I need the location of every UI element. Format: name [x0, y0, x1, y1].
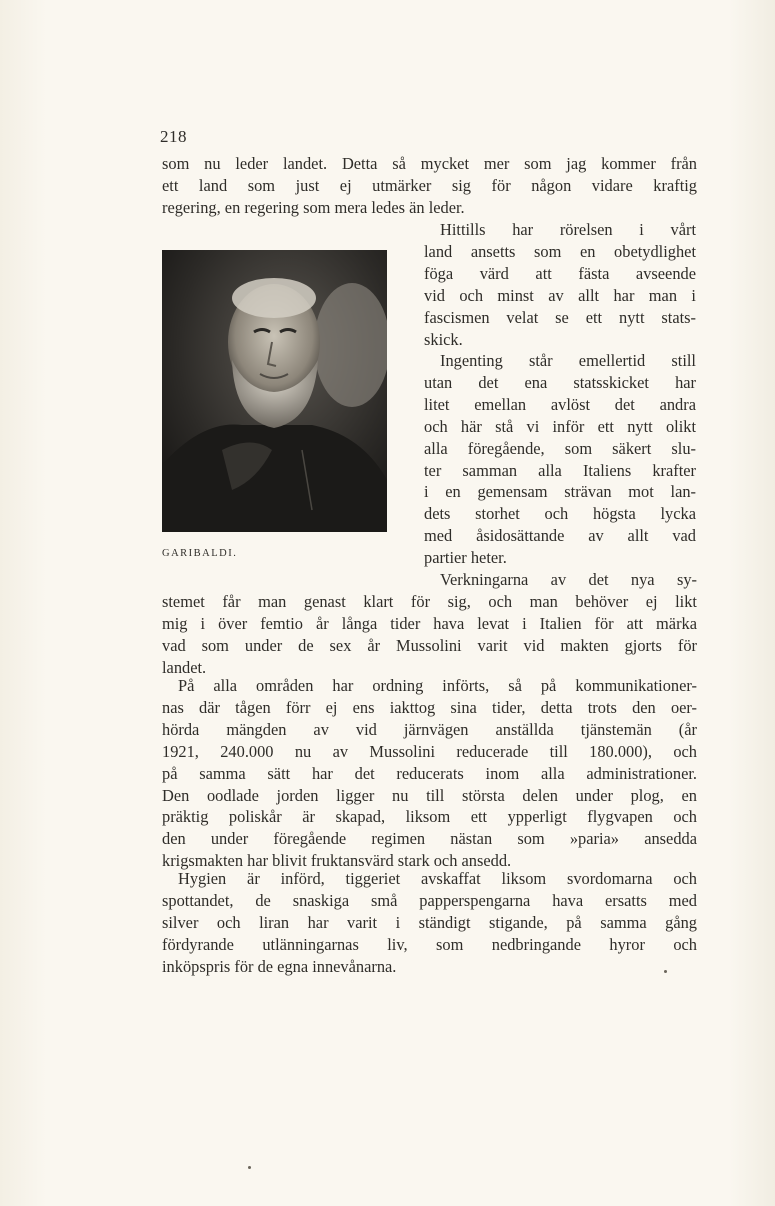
text-line: Verkningarna av det nya sy- — [440, 570, 697, 589]
text-line: landet. — [162, 657, 207, 677]
text-line: stemet får man genast klart för sig, och man behöver ej likt — [162, 591, 697, 611]
text-line: med åsidosättande av allt vad — [424, 526, 696, 546]
text-line: fascismen velat se ett nytt stats- — [424, 307, 696, 327]
text-line: utan det ena statsskicket har — [424, 372, 696, 392]
text-line: dets storhet och högsta lycka — [424, 504, 696, 524]
page-number: 218 — [160, 127, 187, 146]
text-line: ett land som just ej utmärker sig för någon vidare kraftig — [162, 175, 697, 195]
text-line: land ansetts som en obetydlighet — [424, 241, 696, 261]
text-line: Hygien är införd, tiggeriet avskaffat liksom svordomarna och — [178, 869, 697, 888]
text-line: krigsmakten har blivit fruktansvärd stark och ansedd. — [162, 851, 512, 871]
garibaldi-portrait — [162, 250, 387, 532]
paper-speck — [664, 970, 667, 973]
portrait-image — [162, 250, 387, 532]
text-line: vad som under de sex år Mussolini varit vid makten gjorts för — [162, 635, 697, 655]
portrait-caption: GARIBALDI. — [162, 548, 238, 559]
text-line: skick. — [424, 329, 463, 349]
text-line: präktig poliskår är skapad, liksom ett ypperligt flygvapen och — [162, 807, 697, 827]
text-line: nas där tågen förr ej ens iakttog sina tider, detta trots den oer- — [162, 697, 697, 717]
paragraph-5 — [162, 675, 697, 872]
text-line: alla föregående, som säkert slu- — [424, 438, 696, 458]
text-line: 1921, 240.000 nu av Mussolini reducerade till 180.000), och — [162, 741, 697, 761]
text-line: partier heter. — [424, 548, 507, 568]
text-line: litet emellan avlöst det andra — [424, 394, 696, 414]
text-line: spottandet, de snaskiga små papperspengarna hava ersatts med — [162, 890, 697, 910]
text-line: i en gemensam strävan mot lan- — [424, 482, 696, 502]
text-line: silver och liran har varit i ständigt stigande, på samma gång — [162, 912, 697, 932]
text-line: regering, en regering som mera ledes än leder. — [162, 197, 465, 217]
text-line: inköpspris för de egna innevånarna. — [162, 956, 397, 976]
text-line: föga värd att fästa avseende — [424, 263, 696, 283]
paper-speck — [248, 1166, 251, 1169]
paragraph-2 — [424, 219, 696, 350]
paragraph-4 — [162, 569, 697, 679]
paragraph-6 — [162, 868, 697, 978]
paragraph-1 — [162, 153, 697, 219]
text-line: Hittills har rörelsen i vårt — [440, 220, 696, 239]
text-line: och här stå vi inför ett nytt olikt — [424, 416, 696, 436]
text-line: Ingenting står emellertid still — [440, 351, 696, 370]
text-line: Den oodlade jorden ligger nu till största delen under plog, en — [162, 785, 697, 805]
text-line: På alla områden har ordning införts, så på kommunikationer- — [178, 676, 697, 695]
text-line: ter samman alla Italiens krafter — [424, 460, 696, 480]
text-line: på samma sätt har det reducerats inom alla administrationer. — [162, 763, 697, 783]
text-line: mig i över femtio år långa tider hava levat i Italien för att märka — [162, 613, 697, 633]
text-line: den under föregående regimen nästan som »paria» ansedda — [162, 829, 697, 849]
text-line: fördyrande utlänningarnas liv, som nedbringande hyror och — [162, 934, 697, 954]
paragraph-3 — [424, 350, 696, 569]
text-line: hörda mängden av vid järnvägen anställda tjänstemän (år — [162, 719, 697, 739]
text-line: som nu leder landet. Detta så mycket mer som jag kommer från — [162, 154, 697, 173]
text-line: vid och minst av allt har man i — [424, 285, 696, 305]
